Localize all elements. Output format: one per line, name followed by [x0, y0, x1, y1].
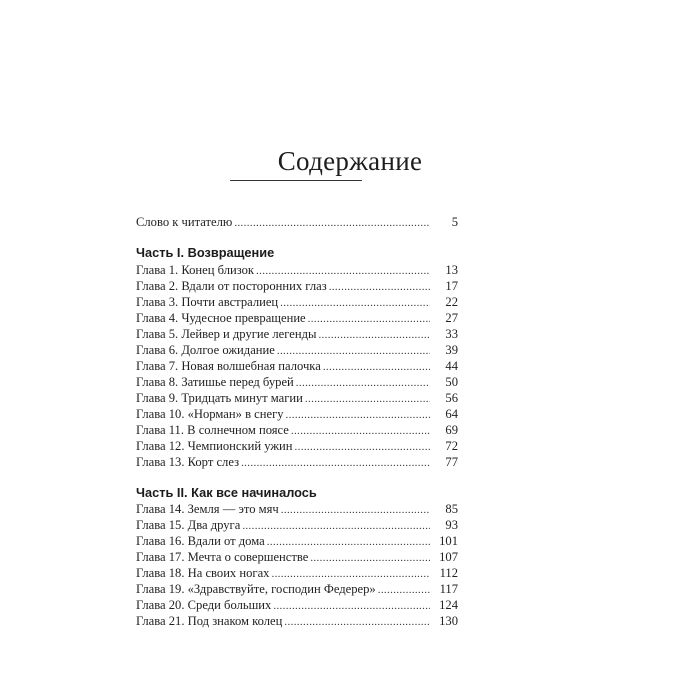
entry-label: Слово к читателю	[136, 215, 233, 229]
entry-page-number: 107	[439, 550, 458, 564]
dot-leader	[329, 279, 430, 295]
toc-entry[interactable]	[136, 326, 458, 342]
toc-entry[interactable]	[136, 390, 458, 406]
entry-label: Глава 7. Новая волшебная палочка	[136, 359, 321, 373]
entry-page-number: 56	[445, 391, 458, 405]
entry-page-number: 77	[445, 455, 458, 469]
dot-leader	[310, 550, 430, 566]
dot-leader	[291, 423, 430, 439]
entry-label: Глава 10. «Норман» в снегу	[136, 407, 284, 421]
entry-page-number: 50	[445, 375, 458, 389]
toc-entry[interactable]	[136, 438, 458, 454]
toc-entry[interactable]	[136, 278, 458, 294]
title-underline	[230, 180, 362, 181]
entry-label: Глава 20. Среди больших	[136, 598, 272, 612]
entry-label: Глава 2. Вдали от посторонних глаз	[136, 279, 327, 293]
dot-leader	[318, 327, 430, 343]
toc-entry[interactable]	[136, 358, 458, 374]
entry-label: Глава 19. «Здравствуйте, господин Федерер»	[136, 582, 376, 596]
entry-page-number: 64	[445, 407, 458, 421]
entry-label: Глава 15. Два друга	[136, 518, 241, 532]
dot-leader	[256, 263, 430, 279]
entry-label: Глава 21. Под знаком колец	[136, 614, 283, 628]
dot-leader	[267, 534, 430, 550]
toc-entry[interactable]	[136, 597, 458, 613]
entry-label: Глава 1. Конец близок	[136, 263, 255, 277]
entry-label: Глава 8. Затишье перед бурей	[136, 375, 294, 389]
toc-entry[interactable]	[136, 517, 458, 533]
toc-entry[interactable]	[136, 262, 458, 278]
dot-leader	[242, 518, 430, 534]
dot-leader	[308, 311, 430, 327]
page-title: Содержание	[277, 146, 423, 176]
entry-page-number: 112	[439, 566, 458, 580]
entry-page-number: 33	[445, 327, 458, 341]
dot-leader	[286, 407, 430, 423]
dot-leader	[277, 343, 430, 359]
entry-page-number: 93	[445, 518, 458, 532]
part-heading: Часть I. Возвращение	[136, 245, 275, 260]
dot-leader	[271, 566, 430, 582]
dot-leader	[281, 502, 430, 518]
toc-entry[interactable]	[136, 454, 458, 470]
dot-leader	[273, 598, 430, 614]
entry-page-number: 13	[445, 263, 458, 277]
entry-label: Глава 13. Корт слез	[136, 455, 240, 469]
entry-page-number: 117	[439, 582, 458, 596]
toc-entry[interactable]	[136, 501, 458, 517]
dot-leader	[280, 295, 430, 311]
toc-entry[interactable]	[136, 549, 458, 565]
toc-entry[interactable]	[136, 533, 458, 549]
entry-page-number: 101	[439, 534, 458, 548]
dot-leader	[378, 582, 430, 598]
toc-entry[interactable]	[136, 310, 458, 326]
toc-entry[interactable]	[136, 565, 458, 581]
entry-label: Глава 11. В солнечном поясе	[136, 423, 289, 437]
entry-page-number: 85	[445, 502, 458, 516]
dot-leader	[295, 439, 430, 455]
entry-label: Глава 5. Лейвер и другие легенды	[136, 327, 317, 341]
toc-entry[interactable]	[136, 422, 458, 438]
entry-label: Глава 4. Чудесное превращение	[136, 311, 306, 325]
entry-page-number: 5	[451, 215, 458, 229]
entry-label: Глава 3. Почти австралиец	[136, 295, 279, 309]
dot-leader	[234, 215, 430, 231]
entry-page-number: 17	[445, 279, 458, 293]
entry-page-number: 39	[445, 343, 458, 357]
toc-entry[interactable]	[136, 342, 458, 358]
entry-page-number: 22	[445, 295, 458, 309]
toc-entry[interactable]	[136, 406, 458, 422]
entry-label: Глава 6. Долгое ожидание	[136, 343, 275, 357]
entry-label: Глава 9. Тридцать минут магии	[136, 391, 303, 405]
toc-entry[interactable]	[136, 613, 458, 629]
entry-label: Глава 14. Земля — это мяч	[136, 502, 279, 516]
toc-entry[interactable]	[136, 374, 458, 390]
entry-page-number: 130	[439, 614, 458, 628]
dot-leader	[323, 359, 430, 375]
entry-page-number: 72	[445, 439, 458, 453]
entry-page-number: 124	[439, 598, 458, 612]
entry-label: Глава 16. Вдали от дома	[136, 534, 265, 548]
entry-page-number: 69	[445, 423, 458, 437]
entry-label: Глава 17. Мечта о совершенстве	[136, 550, 309, 564]
entry-page-number: 44	[445, 359, 458, 373]
entry-label: Глава 18. На своих ногах	[136, 566, 270, 580]
toc-entry[interactable]	[136, 581, 458, 597]
dot-leader	[296, 375, 430, 391]
dot-leader	[305, 391, 430, 407]
part-heading: Часть II. Как все начиналось	[136, 485, 317, 500]
toc-entry-preface[interactable]	[136, 214, 458, 230]
toc-entry[interactable]	[136, 294, 458, 310]
dot-leader	[284, 614, 430, 630]
entry-page-number: 27	[445, 311, 458, 325]
entry-label: Глава 12. Чемпионский ужин	[136, 439, 293, 453]
dot-leader	[241, 455, 430, 471]
